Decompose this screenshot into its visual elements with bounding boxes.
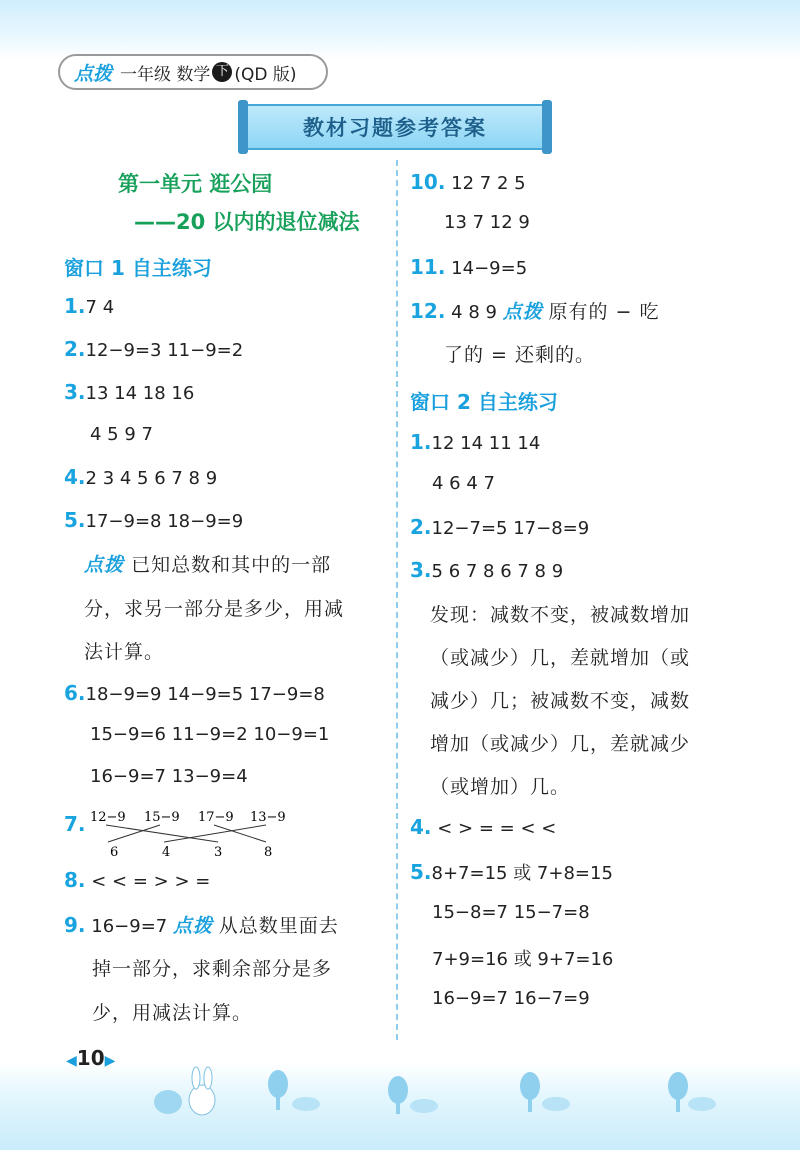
answer-10: 10. 12 7 2 5 [410,170,526,194]
match-line-1 [106,825,218,842]
match-bottom-3: 3 [214,845,223,860]
answer-10-line-2: 13 7 12 9 [444,212,530,233]
tip-label: 点拨 [84,554,125,576]
left-arrow-icon: ◀ [66,1053,77,1069]
match-top-2: 15−9 [144,810,180,825]
answer-11: 11. 14−9=5 [410,255,528,279]
w2-answer-3-finding-5: （或增加）几。 [430,776,571,798]
answer-8: 8. < < = > > = [64,868,211,892]
w2-answer-2: 2.12−7=5 17−8=9 [410,515,590,539]
page-number: ◀10▶ [66,1046,116,1070]
match-line-3 [214,825,266,842]
answer-12-tip-line-2: 了的 = 还剩的。 [444,344,595,366]
w2-answer-5: 5.8+7=15 或 7+8=15 [410,860,613,884]
w2-answer-5-line-3: 7+9=16 或 9+7=16 [432,949,614,970]
w2-answer-3-finding-4: 增加（或减少）几，差就减少 [430,733,691,755]
brand-logo: 点拨 [74,62,113,85]
tip-label: 点拨 [502,301,543,323]
match-bottom-4: 8 [264,845,273,860]
answer-1: 1.7 4 [64,294,115,318]
match-line-4 [164,825,266,842]
w2-answer-3-finding-3: 减少）几；被减数不变，减数 [430,690,691,712]
answer-5: 5.17−9=8 18−9=9 [64,508,244,532]
match-line-2 [108,825,160,842]
answer-2: 2.12−9=3 11−9=2 [64,337,244,361]
w2-answer-1-line-2: 4 6 4 7 [432,473,495,494]
w2-answer-5-line-4: 16−9=7 16−7=9 [432,988,590,1009]
w2-answer-3: 3.5 6 7 8 6 7 8 9 [410,558,564,582]
w2-answer-5-line-2: 15−8=7 15−7=8 [432,902,590,923]
bush-icon [292,1097,716,1113]
answer-5-tip-line-3: 法计算。 [84,641,165,663]
answer-3: 3.13 14 18 16 [64,380,195,404]
rabbit-illustration-icon [154,1067,215,1115]
volume-badge: 下 [212,62,232,82]
book-header [58,54,328,90]
window-2-title: 窗口 2 自主练习 [410,390,558,414]
answer-5-tip: 点拨 已知总数和其中的一部 [84,554,332,576]
bottom-illustration [140,1062,740,1122]
match-top-1: 12−9 [90,810,126,825]
answer-6: 6.18−9=9 14−9=5 17−9=8 [64,681,325,705]
edition-label: (QD 版) [234,64,297,85]
match-top-4: 13−9 [250,810,286,825]
answer-7-matching-diagram [88,806,298,860]
w2-answer-3-finding-2: （或减少）几，差就增加（或 [430,647,691,669]
top-decoration-band [0,0,800,60]
match-top-3: 17−9 [198,810,234,825]
answer-3-line-2: 4 5 9 7 [90,424,153,445]
w2-answer-3-finding-1: 发现：减数不变，被减数增加 [430,604,691,626]
book-title: 一年级 数学 [120,64,211,85]
w2-answer-4: 4. < > = = < < [410,815,557,839]
answer-9-tip-line-3: 少，用减法计算。 [92,1002,253,1024]
answer-5-tip-line-2: 分，求另一部分是多少，用减 [84,598,345,620]
answer-6-row-2: 15−9=6 11−9=2 10−9=1 [90,724,330,745]
column-divider [396,160,398,1040]
window-1-title: 窗口 1 自主练习 [64,256,212,280]
unit-subtitle: ——20 以内的退位减法 [134,210,360,234]
w2-answer-1: 1.12 14 11 14 [410,430,541,454]
answer-12: 12. 4 8 9 点拨 原有的 − 吃 [410,299,660,323]
match-bottom-2: 4 [162,845,171,860]
section-banner: 教材习题参考答案 [244,104,546,150]
answer-4: 4.2 3 4 5 6 7 8 9 [64,465,218,489]
tree-icon [268,1070,688,1114]
answer-7-number: 7. [64,812,86,836]
tip-label: 点拨 [172,915,213,937]
unit-title: 第一单元 逛公园 [118,172,273,196]
answer-6-row-3: 16−9=7 13−9=4 [90,766,248,787]
answer-9-tip-line-2: 掉一部分，求剩余部分是多 [92,958,333,980]
right-arrow-icon: ▶ [104,1053,116,1069]
answer-9: 9. 16−9=7 点拨 从总数里面去 [64,913,339,937]
match-bottom-1: 6 [110,845,119,860]
